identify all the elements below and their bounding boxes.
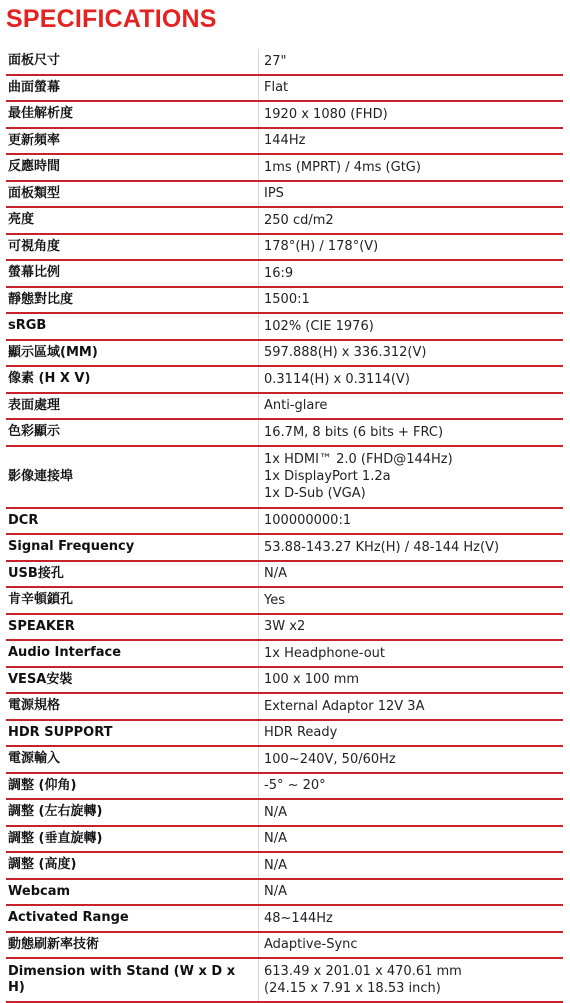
- spec-row: [6, 880, 563, 907]
- spec-row: [6, 562, 563, 589]
- spec-row: [6, 182, 563, 209]
- spec-value: Yes: [264, 592, 285, 608]
- spec-label: DCR: [6, 509, 259, 534]
- spec-label: 電源輸入: [6, 747, 259, 772]
- spec-label: VESA安裝: [6, 668, 259, 693]
- spec-row: [6, 641, 563, 668]
- spec-value: N/A: [264, 884, 287, 900]
- spec-value: N/A: [264, 831, 287, 847]
- spec-row: [6, 76, 563, 103]
- spec-value: Adaptive-Sync: [264, 937, 358, 953]
- spec-label: 調整 (仰角): [6, 774, 259, 799]
- spec-value: 3W x2: [264, 619, 306, 635]
- spec-label: Webcam: [6, 880, 259, 905]
- spec-row: [6, 155, 563, 182]
- spec-label: 調整 (左右旋轉): [6, 800, 259, 825]
- spec-label: sRGB: [6, 314, 259, 339]
- spec-row: [6, 314, 563, 341]
- spec-row: [6, 853, 563, 880]
- spec-row: [6, 747, 563, 774]
- spec-value: HDR Ready: [264, 725, 338, 741]
- spec-row: [6, 261, 563, 288]
- spec-label: 靜態對比度: [6, 288, 259, 313]
- spec-label: 曲面螢幕: [6, 76, 259, 101]
- spec-value: 100~240V, 50/60Hz: [264, 751, 396, 767]
- spec-label: 反應時間: [6, 155, 259, 180]
- spec-row: [6, 102, 563, 129]
- page-title: SPECIFICATIONS: [6, 5, 217, 33]
- spec-value: 100000000:1: [264, 513, 352, 529]
- spec-value: 613.49 x 201.01 x 470.61 mm (24.15 x 7.91 x 18.53 inch): [264, 964, 462, 996]
- spec-label: SPEAKER: [6, 615, 259, 640]
- spec-row: [6, 959, 563, 1003]
- spec-value: 48~144Hz: [264, 910, 333, 926]
- spec-value: 16:9: [264, 265, 294, 281]
- spec-row: [6, 235, 563, 262]
- spec-value: -5° ~ 20°: [264, 778, 326, 794]
- spec-label: 調整 (高度): [6, 853, 259, 878]
- spec-row: [6, 588, 563, 615]
- spec-row: [6, 288, 563, 315]
- spec-value: 27": [264, 53, 287, 69]
- spec-row: [6, 509, 563, 536]
- spec-label: 動態刷新率技術: [6, 933, 259, 958]
- spec-row: [6, 394, 563, 421]
- spec-row: [6, 367, 563, 394]
- spec-label: Signal Frequency: [6, 535, 259, 560]
- spec-row: [6, 668, 563, 695]
- spec-label: 影像連接埠: [6, 447, 259, 507]
- spec-value: 0.3114(H) x 0.3114(V): [264, 371, 410, 387]
- spec-value: 1x HDMI™ 2.0 (FHD@144Hz) 1x DisplayPort 1.2a 1x D-Sub (VGA): [264, 452, 453, 501]
- spec-value: 102% (CIE 1976): [264, 318, 374, 334]
- spec-label: 亮度: [6, 208, 259, 233]
- spec-label: 螢幕比例: [6, 261, 259, 286]
- spec-label: HDR SUPPORT: [6, 721, 259, 746]
- spec-value: 1920 x 1080 (FHD): [264, 106, 388, 122]
- spec-label: Audio Interface: [6, 641, 259, 666]
- spec-value: N/A: [264, 804, 287, 820]
- spec-row: [6, 694, 563, 721]
- spec-label: 色彩顯示: [6, 420, 259, 445]
- spec-row: [6, 774, 563, 801]
- spec-value: 250 cd/m2: [264, 212, 334, 228]
- spec-row: [6, 721, 563, 748]
- spec-table: [6, 49, 563, 1003]
- spec-value: 100 x 100 mm: [264, 672, 360, 688]
- spec-value: 1ms (MPRT) / 4ms (GtG): [264, 159, 421, 175]
- spec-row: [6, 800, 563, 827]
- spec-value: 178°(H) / 178°(V): [264, 239, 379, 255]
- spec-value: N/A: [264, 857, 287, 873]
- spec-row: [6, 208, 563, 235]
- spec-label: 可視角度: [6, 235, 259, 260]
- spec-value: 1x Headphone-out: [264, 645, 385, 661]
- spec-value: 16.7M, 8 bits (6 bits + FRC): [264, 424, 444, 440]
- spec-row: [6, 420, 563, 447]
- spec-label: 面板類型: [6, 182, 259, 207]
- spec-value: 53.88-143.27 KHz(H) / 48-144 Hz(V): [264, 539, 500, 555]
- spec-label: 最佳解析度: [6, 102, 259, 127]
- spec-label: 顯示區域(MM): [6, 341, 259, 366]
- spec-row: [6, 447, 563, 509]
- spec-value: N/A: [264, 566, 287, 582]
- spec-value: 597.888(H) x 336.312(V): [264, 345, 427, 361]
- spec-row: [6, 129, 563, 156]
- spec-value: Flat: [264, 80, 289, 96]
- spec-row: [6, 341, 563, 368]
- spec-value: 144Hz: [264, 133, 306, 149]
- spec-label: 面板尺寸: [6, 49, 259, 74]
- spec-row: [6, 535, 563, 562]
- spec-label: 電源規格: [6, 694, 259, 719]
- spec-label: 像素 (H X V): [6, 367, 259, 392]
- spec-value: Anti-glare: [264, 398, 328, 414]
- spec-label: USB接孔: [6, 562, 259, 587]
- spec-row: [6, 827, 563, 854]
- spec-label: 調整 (垂直旋轉): [6, 827, 259, 852]
- spec-label: 更新頻率: [6, 129, 259, 154]
- spec-value: External Adaptor 12V 3A: [264, 698, 425, 714]
- spec-row: [6, 615, 563, 642]
- spec-row: [6, 933, 563, 960]
- spec-label: 肯辛頓鎖孔: [6, 588, 259, 613]
- spec-value: 1500:1: [264, 292, 310, 308]
- spec-row: [6, 906, 563, 933]
- spec-row: [6, 49, 563, 76]
- spec-label: Activated Range: [6, 906, 259, 931]
- spec-label: Dimension with Stand (W x D x H): [6, 959, 259, 1001]
- spec-value: IPS: [264, 186, 284, 202]
- spec-label: 表面處理: [6, 394, 259, 419]
